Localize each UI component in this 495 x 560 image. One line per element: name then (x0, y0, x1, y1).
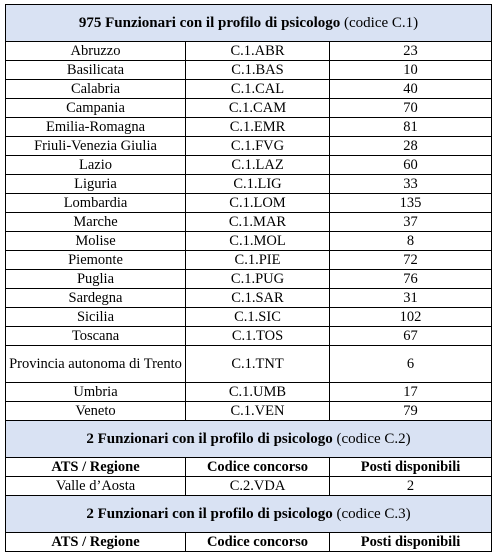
region-cell: Lombardia (6, 194, 186, 213)
table-row (6, 99, 492, 118)
posts-cell: 31 (330, 289, 492, 308)
column-header-code: Codice concorso (186, 458, 330, 477)
table-row (6, 270, 492, 289)
column-headers-c3 (6, 533, 492, 552)
region-cell: Friuli-Venezia Giulia (6, 137, 186, 156)
region-cell: Umbria (6, 383, 186, 402)
posts-cell: 28 (330, 137, 492, 156)
section-title (6, 5, 492, 42)
table-row (6, 477, 492, 496)
region-cell: Lazio (6, 156, 186, 175)
section-title-code: (codice C.3) (332, 506, 411, 522)
code-cell: C.1.PIE (186, 251, 330, 270)
section-title-code: (codice C.2) (332, 431, 411, 447)
region-cell: Basilicata (6, 61, 186, 80)
table-row (6, 327, 492, 346)
posts-cell: 102 (330, 308, 492, 327)
code-cell: C.1.MAR (186, 213, 330, 232)
posts-cell: 8 (330, 232, 492, 251)
region-cell: Marche (6, 213, 186, 232)
code-cell: C.1.PUG (186, 270, 330, 289)
code-cell: C.1.TOS (186, 327, 330, 346)
region-cell: Campania (6, 99, 186, 118)
code-cell: C.1.LAZ (186, 156, 330, 175)
table-row (6, 61, 492, 80)
section-header-c2 (6, 421, 492, 458)
posts-cell: 79 (330, 402, 492, 421)
column-header-posts: Posti disponibili (330, 458, 492, 477)
region-cell: Molise (6, 232, 186, 251)
posts-cell: 10 (330, 61, 492, 80)
posts-cell: 2 (330, 477, 492, 496)
code-cell: C.1.SIC (186, 308, 330, 327)
section-title (6, 421, 492, 458)
code-cell: C.1.ABR (186, 42, 330, 61)
column-header-region: ATS / Regione (6, 533, 186, 552)
posts-cell: 40 (330, 80, 492, 99)
section-header-c1 (6, 5, 492, 42)
posts-cell: 70 (330, 99, 492, 118)
column-header-code: Codice concorso (186, 533, 330, 552)
table-row (6, 175, 492, 194)
region-cell: Abruzzo (6, 42, 186, 61)
posts-table (5, 4, 492, 552)
code-cell: C.1.SAR (186, 289, 330, 308)
region-cell: Calabria (6, 80, 186, 99)
code-cell: C.2.VDA (186, 477, 330, 496)
posts-cell: 23 (330, 42, 492, 61)
posts-cell: 37 (330, 213, 492, 232)
region-cell: Liguria (6, 175, 186, 194)
region-cell: Valle d’Aosta (6, 477, 186, 496)
region-cell: Emilia-Romagna (6, 118, 186, 137)
section-title-bold: 2 Funzionari con il profilo di psicologo (86, 506, 333, 522)
code-cell: C.1.VEN (186, 402, 330, 421)
column-header-region: ATS / Regione (6, 458, 186, 477)
region-cell: Toscana (6, 327, 186, 346)
table-row (6, 156, 492, 175)
code-cell: C.1.TNT (186, 346, 330, 383)
posts-cell: 67 (330, 327, 492, 346)
code-cell: C.1.LIG (186, 175, 330, 194)
section-title-bold: 975 Funzionari con il profilo di psicologo (78, 15, 341, 31)
code-cell: C.1.MOL (186, 232, 330, 251)
posts-cell: 33 (330, 175, 492, 194)
code-cell: C.1.CAL (186, 80, 330, 99)
section-title-bold: 2 Funzionari con il profilo di psicologo (86, 431, 333, 447)
region-cell: Piemonte (6, 251, 186, 270)
table-row (6, 80, 492, 99)
table-row (6, 213, 492, 232)
posts-cell: 81 (330, 118, 492, 137)
table-row (6, 232, 492, 251)
table-row (6, 118, 492, 137)
section-title-code: (codice C.1) (340, 15, 419, 31)
table-row (6, 251, 492, 270)
table-row (6, 137, 492, 156)
section-header-c3 (6, 496, 492, 533)
code-cell: C.1.LOM (186, 194, 330, 213)
region-cell: Sicilia (6, 308, 186, 327)
table-row (6, 402, 492, 421)
table-row (6, 383, 492, 402)
region-cell: Provincia autonoma di Trento (6, 346, 186, 383)
posts-cell: 76 (330, 270, 492, 289)
code-cell: C.1.BAS (186, 61, 330, 80)
code-cell: C.1.FVG (186, 137, 330, 156)
code-cell: C.1.CAM (186, 99, 330, 118)
code-cell: C.1.EMR (186, 118, 330, 137)
column-headers-c2 (6, 458, 492, 477)
table-row (6, 289, 492, 308)
posts-cell: 72 (330, 251, 492, 270)
table-row (6, 346, 492, 383)
section-title (6, 496, 492, 533)
region-cell: Veneto (6, 402, 186, 421)
code-cell: C.1.UMB (186, 383, 330, 402)
posts-cell: 135 (330, 194, 492, 213)
table-row (6, 194, 492, 213)
posts-cell: 60 (330, 156, 492, 175)
posts-cell: 6 (330, 346, 492, 383)
column-header-posts: Posti disponibili (330, 533, 492, 552)
region-cell: Sardegna (6, 289, 186, 308)
table-row (6, 42, 492, 61)
region-cell: Puglia (6, 270, 186, 289)
table-row (6, 308, 492, 327)
posts-cell: 17 (330, 383, 492, 402)
